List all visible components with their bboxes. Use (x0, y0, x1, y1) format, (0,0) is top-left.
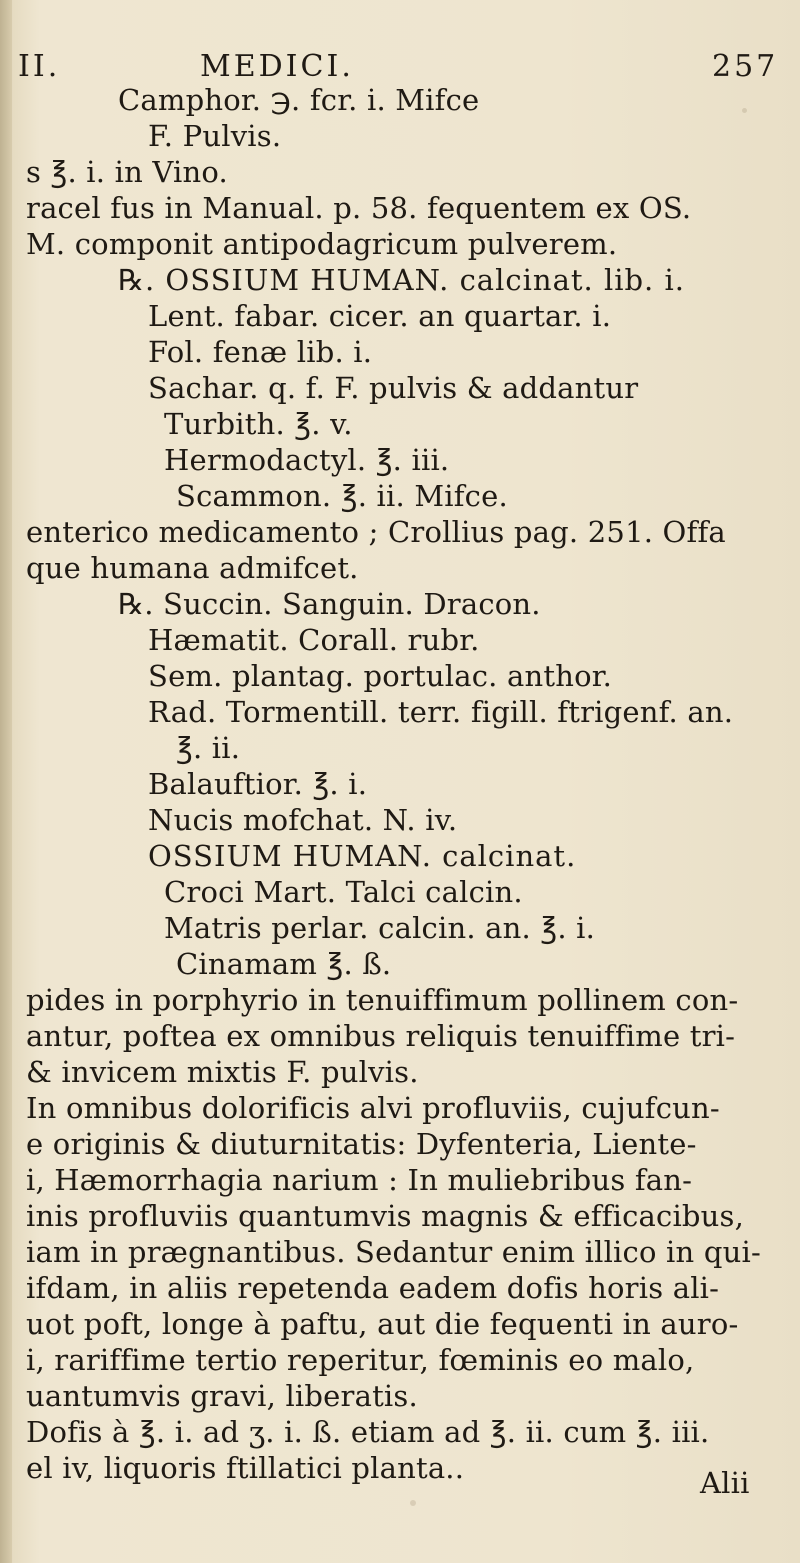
text-line: Sachar. q. f. F. pulvis & addantur (148, 371, 639, 405)
text-line: Hermodactyl. ℥. iii. (164, 443, 450, 477)
text-line: racel fus in Manual. p. 58. fequentem ex OS. (26, 191, 692, 225)
text-line: que humana admifcet. (26, 551, 359, 585)
text-line: Sem. plantag. portulac. anthor. (148, 659, 613, 693)
text-line: enterico medicamento ; Crollius pag. 251. Offa (26, 515, 726, 549)
text-line: F. Pulvis. (148, 119, 282, 153)
text-line: Dofis à ℥. i. ad ʒ. i. ß. etiam ad ℥. ii. cum ℥. iii. (26, 1415, 710, 1449)
text-line: Fol. fenæ lib. i. (148, 335, 373, 369)
text-line: Hæmatit. Corall. rubr. (148, 623, 480, 657)
text-line: Rad. Tormentill. terr. figill. ftrigenf. an. (148, 695, 734, 729)
text-line: pides in porphyrio in tenuiffimum pollinem con- (26, 983, 739, 1017)
paper-speck (410, 1500, 416, 1506)
text-line: i, Hæmorrhagia narium : In muliebribus fan- (26, 1163, 693, 1197)
text-line: uot poft, longe à paftu, aut die fequenti in auro- (26, 1307, 739, 1341)
text-line: Matris perlar. calcin. an. ℥. i. (164, 911, 596, 945)
binding-gutter (0, 0, 12, 1563)
text-line: s ℥. i. in Vino. (26, 155, 228, 189)
catchword: Alii (700, 1466, 750, 1500)
text-line: In omnibus dolorificis alvi profluviis, cujufcun- (26, 1091, 720, 1125)
text-line: i, rariffime tertio reperitur, fœminis eo malo, (26, 1343, 695, 1377)
text-line: M. componit antipodagricum pulverem. (26, 227, 618, 261)
text-line: ℥. ii. (176, 731, 241, 765)
text-line: Cinamam ℥. ß. (176, 947, 392, 981)
text-line: ℞. Succin. Sanguin. Dracon. (118, 587, 541, 621)
section-number: II. (18, 49, 61, 84)
paper-speck (742, 108, 747, 113)
text-line: Camphor. ℈. fcr. i. Mifce (118, 83, 480, 117)
text-line: Croci Mart. Talci calcin. (164, 875, 523, 909)
text-line: OSSIUM HUMAN. calcinat. (148, 839, 577, 873)
text-line: iam in prægnantibus. Sedantur enim illico in qui- (26, 1235, 761, 1269)
text-line: Balauftior. ℥. i. (148, 767, 368, 801)
text-line: ℞. OSSIUM HUMAN. calcinat. lib. i. (118, 263, 685, 297)
text-line: el iv, liquoris ftillatici planta.. (26, 1451, 465, 1485)
running-title: MEDICI. (200, 49, 354, 84)
text-line: uantumvis gravi, liberatis. (26, 1379, 418, 1413)
text-line: Turbith. ℥. v. (164, 407, 353, 441)
text-line: Nucis mofchat. N. iv. (148, 803, 458, 837)
text-line: Scammon. ℥. ii. Mifce. (176, 479, 508, 513)
text-line: & invicem mixtis F. pulvis. (26, 1055, 419, 1089)
text-line: inis profluviis quantumvis magnis & efficacibus, (26, 1199, 745, 1233)
text-line: e originis & diuturnitatis: Dyfenteria, Liente- (26, 1127, 697, 1161)
text-line: Lent. fabar. cicer. an quartar. i. (148, 299, 612, 333)
text-line: antur, poftea ex omnibus reliquis tenuiffime tri- (26, 1019, 736, 1053)
page-number: 257 (712, 49, 779, 84)
text-line: ifdam, in aliis repetenda eadem dofis horis ali- (26, 1271, 720, 1305)
